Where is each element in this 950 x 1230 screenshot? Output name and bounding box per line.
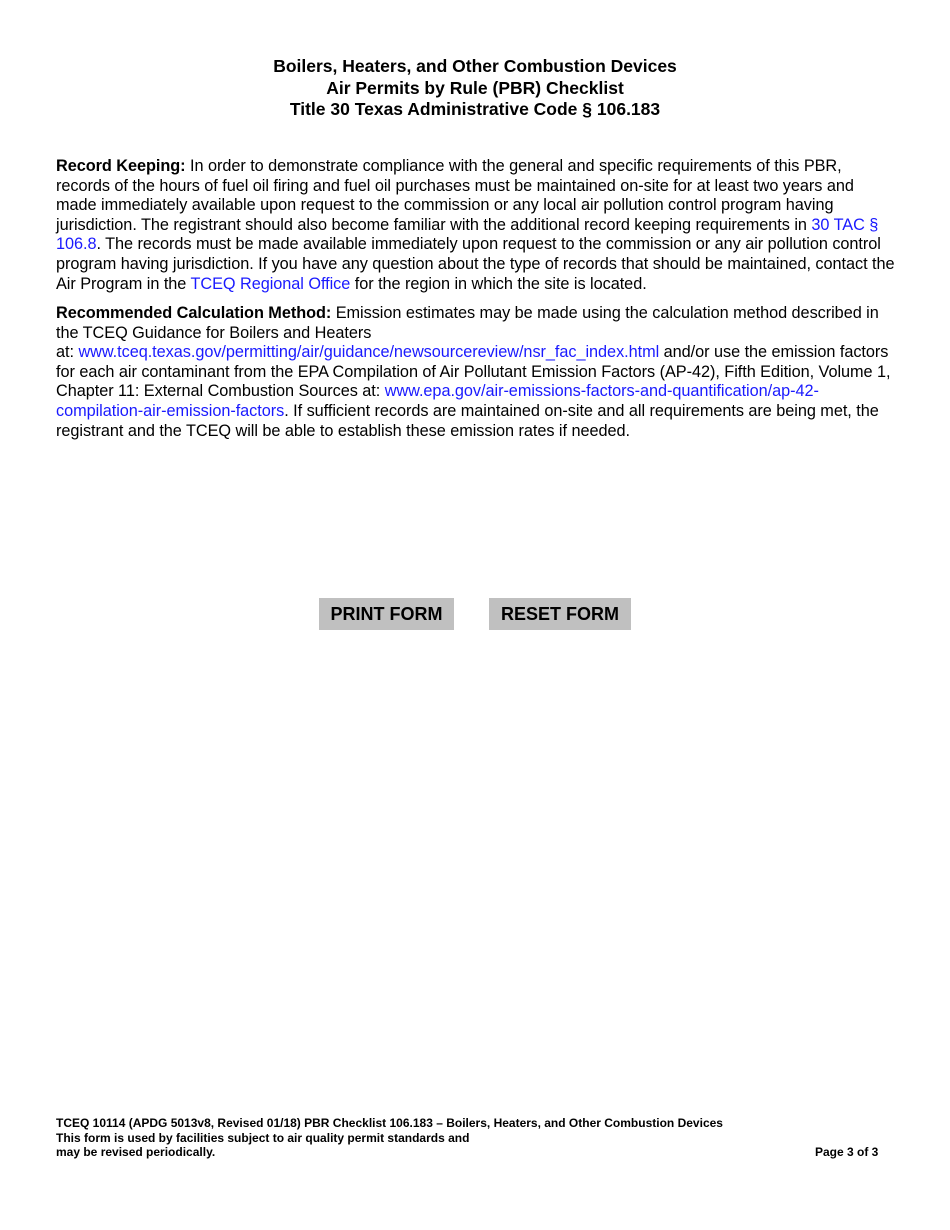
calculation-method-text-4: . If sufficient records are maintained on-site and all requirements are being met, the registrant and the TCEQ will be able to establish these emission rates if needed. <box>56 401 879 440</box>
record-keeping-section <box>56 157 896 294</box>
page-footer <box>56 1116 723 1160</box>
epa-ap42-link[interactable]: www.epa.gov/air-emissions-factors-and-quantification/ap-42-compilation-air-emission-factors <box>56 382 819 420</box>
regional-office-link[interactable]: TCEQ Regional Office <box>190 274 351 293</box>
record-keeping-label: Record Keeping: <box>56 157 186 175</box>
header-title: Boilers, Heaters, and Other Combustion Devices <box>273 56 677 76</box>
record-keeping-text-2: . The records must be made available immediately upon request to the commission or any air pollution control program having jurisdiction. If you have any question about the type of records that should be maintained, contact the Air Program in the <box>56 235 895 293</box>
record-keeping-text-1: In order to demonstrate compliance with the general and specific requirements of this PBR, records of the hours of fuel oil firing and fuel oil purchases must be maintained on-site for at least two years and made immediately available upon request to the commission or any local air pollution control program having jurisdiction. The registrant should also become familiar with the additional record keeping requirements in <box>56 157 854 234</box>
page-header <box>0 56 950 121</box>
footer-note-2: may be revised periodically. <box>56 1145 216 1159</box>
calculation-method-text-2: at: <box>56 343 79 362</box>
record-keeping-text-3: for the region in which the site is located. <box>350 274 647 293</box>
header-subtitle: Air Permits by Rule (PBR) Checklist <box>326 77 624 98</box>
header-code: Title 30 Texas Administrative Code § 106.183 <box>289 99 661 119</box>
footer-form-id: TCEQ 10114 (APDG 5013v8, Revised 01/18) PBR Checklist 106.183 – Boilers, Heaters, and Other Combustion Devices <box>56 1116 723 1130</box>
print-form-button[interactable]: PRINT FORM <box>319 598 454 630</box>
reset-form-button[interactable]: RESET FORM <box>489 598 631 630</box>
tac-106-8-link[interactable]: 30 TAC § 106.8 <box>56 215 879 254</box>
calculation-method-section <box>56 304 896 441</box>
calculation-method-text-1: Emission estimates may be made using the calculation method described in the TCEQ Guidance for Boilers and Heaters <box>56 304 879 342</box>
calculation-method-text-3: and/or use the emission factors for each air contaminant from the EPA Compilation of Air Pollutant Emission Factors (AP-42), Fifth Edition, Volume 1, Chapter 11: External Combustion Sources at: <box>56 343 891 401</box>
calculation-method-label: Recommended Calculation Method: <box>56 304 332 322</box>
tceq-guidance-link[interactable]: www.tceq.texas.gov/permitting/air/guidance/newsourcereview/nsr_fac_index.html <box>78 343 660 362</box>
footer-note-1: This form is used by facilities subject to air quality permit standards and <box>56 1130 470 1145</box>
page-number: Page 3 of 3 <box>815 1145 879 1159</box>
